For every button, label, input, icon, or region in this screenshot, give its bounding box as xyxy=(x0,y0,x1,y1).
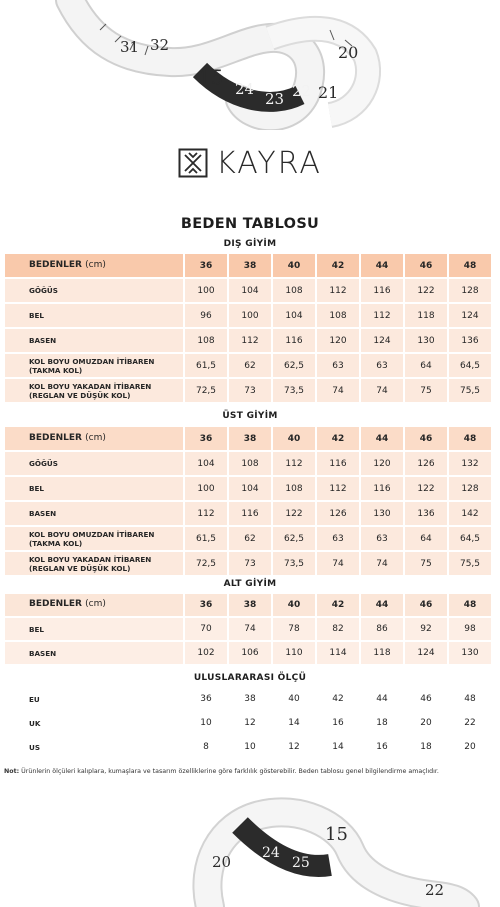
row-label: EU xyxy=(5,688,183,710)
table-cell: 128 xyxy=(449,477,491,500)
table-cell: 64,5 xyxy=(449,354,491,377)
table-cell: 108 xyxy=(185,329,227,352)
table-cell: 102 xyxy=(185,642,227,664)
tape-mark: 22 xyxy=(425,881,445,899)
table-cell: 130 xyxy=(361,502,403,525)
table-cell: 112 xyxy=(361,304,403,327)
table-cell: 120 xyxy=(361,452,403,475)
table-cell: 136 xyxy=(449,329,491,352)
table-cell: 74 xyxy=(361,379,403,402)
table-cell: 122 xyxy=(405,279,447,302)
row-label: GÖĞÜS xyxy=(5,452,183,475)
table-cell: 62,5 xyxy=(273,354,315,377)
table-cell: 73,5 xyxy=(273,379,315,402)
table-cell: 112 xyxy=(317,279,359,302)
tape-mark: 32 xyxy=(150,36,170,54)
size-header-cell: 42 xyxy=(317,427,359,450)
table-cell: 116 xyxy=(229,502,271,525)
row-label: GÖĞÜS xyxy=(5,279,183,302)
table-row xyxy=(5,552,491,575)
table-cell: 112 xyxy=(273,452,315,475)
table-cell: 16 xyxy=(361,736,403,758)
size-header-cell: 42 xyxy=(317,254,359,277)
table-dis-giyim xyxy=(3,252,493,404)
row-label: BASEN xyxy=(5,329,183,352)
size-header-cell: 44 xyxy=(361,254,403,277)
table-cell: 118 xyxy=(361,642,403,664)
table-cell: 74 xyxy=(229,618,271,640)
table-cell: 44 xyxy=(361,688,403,710)
table-row xyxy=(5,688,491,710)
table-cell: 106 xyxy=(229,642,271,664)
table-cell: 108 xyxy=(273,477,315,500)
table-cell: 116 xyxy=(361,477,403,500)
tape-mark: 23 xyxy=(265,90,285,108)
table-cell: 116 xyxy=(273,329,315,352)
size-header-unit: (cm) xyxy=(85,599,106,610)
table-cell: 36 xyxy=(185,688,227,710)
table-cell: 20 xyxy=(449,736,491,758)
table-cell: 73 xyxy=(229,552,271,575)
table-cell: 124 xyxy=(449,304,491,327)
size-header-cell: 38 xyxy=(229,594,271,616)
table-row xyxy=(5,618,491,640)
table-cell: 74 xyxy=(361,552,403,575)
table-cell: 73 xyxy=(229,379,271,402)
table-row xyxy=(5,527,491,550)
table-cell: 12 xyxy=(273,736,315,758)
table-header-row xyxy=(5,254,491,277)
size-header-label xyxy=(5,427,183,450)
table-cell: 100 xyxy=(229,304,271,327)
size-header-cell: 36 xyxy=(185,594,227,616)
table-cell: 86 xyxy=(361,618,403,640)
table-cell: 98 xyxy=(449,618,491,640)
row-label: KOL BOYU OMUZDAN İTİBAREN (TAKMA KOL) xyxy=(5,354,183,377)
table-body xyxy=(5,254,491,402)
size-header-cell: 46 xyxy=(405,427,447,450)
tape-mark: 25 xyxy=(292,855,310,871)
brand-name: KAYRA xyxy=(216,145,322,181)
table-cell: 63 xyxy=(361,354,403,377)
row-label: BASEN xyxy=(5,642,183,664)
table-cell: 108 xyxy=(273,279,315,302)
footnote-prefix: Not: xyxy=(4,768,20,775)
row-label: KOL BOYU YAKADAN İTİBAREN (REGLAN VE DÜŞÜK KOL) xyxy=(5,379,183,402)
table-cell: 18 xyxy=(405,736,447,758)
table-row xyxy=(5,354,491,377)
table-row xyxy=(5,379,491,402)
table-row xyxy=(5,304,491,327)
table-body xyxy=(5,427,491,575)
section-title-alt-giyim: ALT GİYİM xyxy=(223,579,277,589)
table-cell: 62,5 xyxy=(273,527,315,550)
size-header-text: BEDENLER xyxy=(29,259,82,270)
table-cell: 72,5 xyxy=(185,552,227,575)
size-header-cell: 48 xyxy=(449,427,491,450)
table-row xyxy=(5,736,491,758)
section-title-ust-giyim: ÜST GİYİM xyxy=(222,411,278,421)
footnote-text: Ürünlerin ölçüleri kalıplara, kumaşlara ve tasarım özelliklerine göre farklılık gösterebilir. Beden tablosu genel bilgilendirme amaçlıdır. xyxy=(21,768,439,775)
table-cell: 126 xyxy=(405,452,447,475)
table-cell: 20 xyxy=(405,712,447,734)
table-cell: 75,5 xyxy=(449,379,491,402)
table-cell: 42 xyxy=(317,688,359,710)
size-header-cell: 44 xyxy=(361,594,403,616)
tape-mark: 24 xyxy=(262,845,280,861)
size-header-unit: (cm) xyxy=(85,259,106,270)
table-cell: 104 xyxy=(229,477,271,500)
table-cell: 96 xyxy=(185,304,227,327)
table-cell: 120 xyxy=(317,329,359,352)
table-cell: 70 xyxy=(185,618,227,640)
row-label: KOL BOYU OMUZDAN İTİBAREN (TAKMA KOL) xyxy=(5,527,183,550)
table-cell: 75 xyxy=(405,552,447,575)
table-cell: 38 xyxy=(229,688,271,710)
table-cell: 64 xyxy=(405,527,447,550)
table-body xyxy=(5,594,491,664)
table-cell: 118 xyxy=(405,304,447,327)
table-cell: 61,5 xyxy=(185,527,227,550)
table-cell: 10 xyxy=(185,712,227,734)
table-cell: 62 xyxy=(229,527,271,550)
size-header-unit: (cm) xyxy=(85,432,106,443)
row-label: BASEN xyxy=(5,502,183,525)
table-row xyxy=(5,502,491,525)
table-row xyxy=(5,642,491,664)
size-header-cell: 38 xyxy=(229,254,271,277)
tape-mark: 20 xyxy=(338,43,359,62)
table-cell: 124 xyxy=(405,642,447,664)
tape-measure-bottom-image xyxy=(0,795,500,907)
table-cell: 142 xyxy=(449,502,491,525)
table-cell: 100 xyxy=(185,477,227,500)
brand-logo-icon xyxy=(178,148,208,178)
table-row xyxy=(5,279,491,302)
table-cell: 64,5 xyxy=(449,527,491,550)
table-cell: 63 xyxy=(361,527,403,550)
size-header-cell: 40 xyxy=(273,594,315,616)
table-cell: 116 xyxy=(361,279,403,302)
size-header-label xyxy=(5,594,183,616)
table-cell: 74 xyxy=(317,552,359,575)
table-cell: 100 xyxy=(185,279,227,302)
size-header-cell: 40 xyxy=(273,427,315,450)
tape-mark: 20 xyxy=(212,853,232,871)
size-header-text: BEDENLER xyxy=(29,432,82,443)
table-cell: 16 xyxy=(317,712,359,734)
tape-mark: 22 xyxy=(292,82,312,100)
size-header-cell: 42 xyxy=(317,594,359,616)
table-cell: 73,5 xyxy=(273,552,315,575)
size-header-cell: 46 xyxy=(405,594,447,616)
table-cell: 130 xyxy=(405,329,447,352)
row-label: US xyxy=(5,736,183,758)
section-title-uluslararasi: ULUSLARARASI ÖLÇÜ xyxy=(193,673,307,683)
size-header-cell: 48 xyxy=(449,594,491,616)
table-cell: 122 xyxy=(273,502,315,525)
tape-mark: 15 xyxy=(325,824,348,845)
table-cell: 14 xyxy=(317,736,359,758)
table-alt-giyim xyxy=(3,592,493,666)
table-cell: 40 xyxy=(273,688,315,710)
table-cell: 14 xyxy=(273,712,315,734)
table-cell: 112 xyxy=(317,477,359,500)
row-label: BEL xyxy=(5,618,183,640)
size-header-cell: 40 xyxy=(273,254,315,277)
table-cell: 22 xyxy=(449,712,491,734)
table-cell: 108 xyxy=(229,452,271,475)
size-header-cell: 36 xyxy=(185,427,227,450)
row-label: UK xyxy=(5,712,183,734)
table-cell: 78 xyxy=(273,618,315,640)
table-cell: 74 xyxy=(317,379,359,402)
table-cell: 126 xyxy=(317,502,359,525)
table-ust-giyim xyxy=(3,425,493,577)
section-title-dis-giyim: DIŞ GİYİM xyxy=(223,239,277,249)
table-cell: 130 xyxy=(449,642,491,664)
size-header-label xyxy=(5,254,183,277)
table-cell: 18 xyxy=(361,712,403,734)
table-cell: 128 xyxy=(449,279,491,302)
tape-mark: 21 xyxy=(318,83,339,102)
table-cell: 63 xyxy=(317,354,359,377)
table-cell: 136 xyxy=(405,502,447,525)
page-title: BEDEN TABLOSU xyxy=(180,216,320,232)
table-row xyxy=(5,712,491,734)
table-cell: 110 xyxy=(273,642,315,664)
table-cell: 104 xyxy=(229,279,271,302)
tape-mark: 31 xyxy=(120,38,140,56)
table-cell: 116 xyxy=(317,452,359,475)
tape-mark: 15 xyxy=(198,65,224,89)
table-body xyxy=(5,688,491,758)
table-header-row xyxy=(5,427,491,450)
table-cell: 12 xyxy=(229,712,271,734)
table-cell: 112 xyxy=(229,329,271,352)
size-header-cell: 46 xyxy=(405,254,447,277)
table-cell: 75 xyxy=(405,379,447,402)
table-cell: 75,5 xyxy=(449,552,491,575)
table-cell: 112 xyxy=(185,502,227,525)
table-cell: 108 xyxy=(317,304,359,327)
table-cell: 10 xyxy=(229,736,271,758)
footnote xyxy=(4,768,498,775)
size-header-cell: 36 xyxy=(185,254,227,277)
row-label: BEL xyxy=(5,304,183,327)
table-cell: 124 xyxy=(361,329,403,352)
table-cell: 132 xyxy=(449,452,491,475)
size-header-cell: 44 xyxy=(361,427,403,450)
table-cell: 8 xyxy=(185,736,227,758)
size-header-cell: 48 xyxy=(449,254,491,277)
row-label: KOL BOYU YAKADAN İTİBAREN (REGLAN VE DÜŞÜK KOL) xyxy=(5,552,183,575)
table-cell: 104 xyxy=(273,304,315,327)
table-cell: 46 xyxy=(405,688,447,710)
table-cell: 61,5 xyxy=(185,354,227,377)
table-cell: 63 xyxy=(317,527,359,550)
table-row xyxy=(5,329,491,352)
table-cell: 122 xyxy=(405,477,447,500)
table-row xyxy=(5,452,491,475)
table-cell: 114 xyxy=(317,642,359,664)
table-row xyxy=(5,477,491,500)
table-cell: 92 xyxy=(405,618,447,640)
table-cell: 72,5 xyxy=(185,379,227,402)
table-cell: 48 xyxy=(449,688,491,710)
tape-mark: 24 xyxy=(235,80,255,98)
table-cell: 104 xyxy=(185,452,227,475)
tape-measure-top-image xyxy=(0,0,500,130)
size-header-text: BEDENLER xyxy=(29,599,82,610)
size-header-cell: 38 xyxy=(229,427,271,450)
row-label: BEL xyxy=(5,477,183,500)
table-header-row xyxy=(5,594,491,616)
brand-logo xyxy=(0,143,500,183)
table-cell: 82 xyxy=(317,618,359,640)
table-cell: 64 xyxy=(405,354,447,377)
table-cell: 62 xyxy=(229,354,271,377)
table-uluslararasi xyxy=(3,686,493,760)
